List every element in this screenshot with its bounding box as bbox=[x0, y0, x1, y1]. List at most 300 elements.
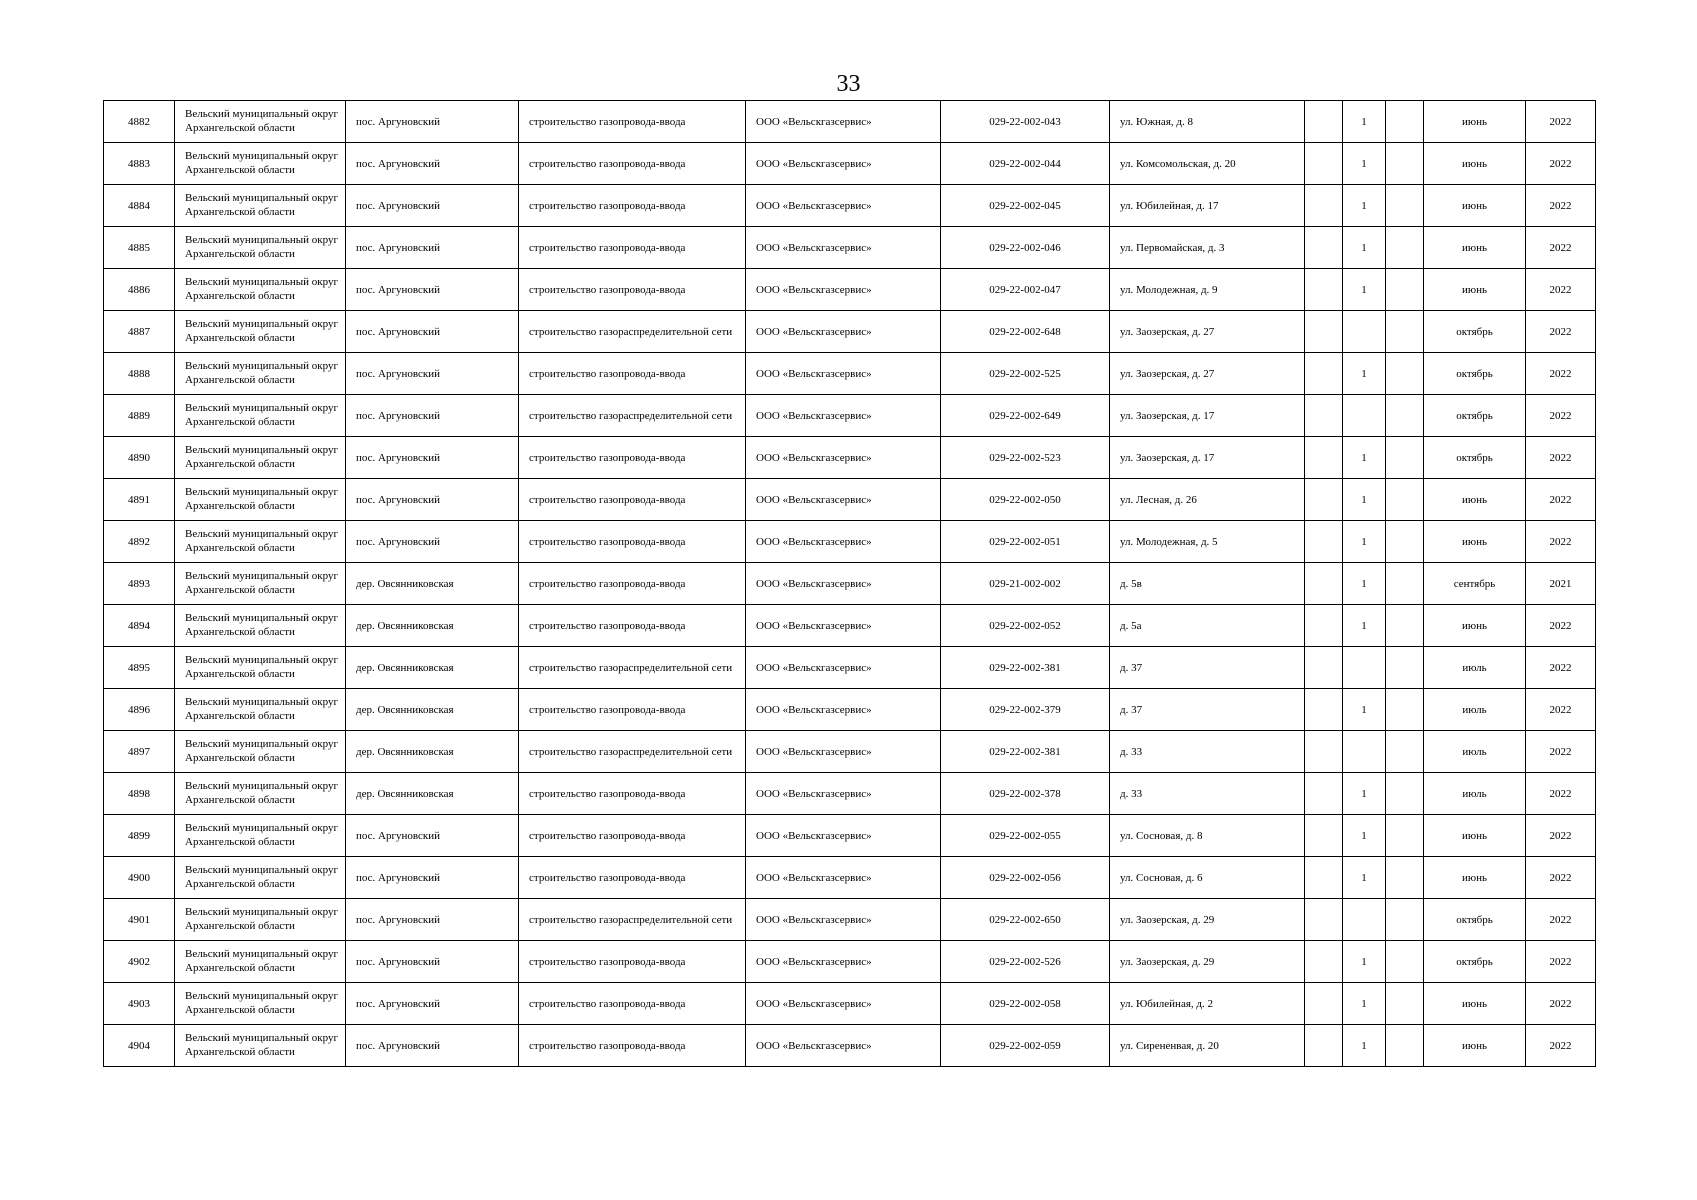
table-row bbox=[104, 1025, 1596, 1067]
empty-cell bbox=[1386, 395, 1424, 437]
month-cell: октябрь bbox=[1424, 353, 1526, 395]
company-cell: ООО «Вельскгазсервис» bbox=[746, 647, 941, 689]
address-cell: ул. Заозерская, д. 29 bbox=[1110, 899, 1305, 941]
company-cell: ООО «Вельскгазсервис» bbox=[746, 1025, 941, 1067]
company-cell: ООО «Вельскгазсервис» bbox=[746, 815, 941, 857]
address-cell: д. 33 bbox=[1110, 773, 1305, 815]
month-cell: июнь bbox=[1424, 101, 1526, 143]
table-row bbox=[104, 269, 1596, 311]
code-cell: 029-22-002-648 bbox=[941, 311, 1110, 353]
address-cell: ул. Заозерская, д. 27 bbox=[1110, 353, 1305, 395]
row-number: 4895 bbox=[104, 647, 175, 689]
company-cell: ООО «Вельскгазсервис» bbox=[746, 101, 941, 143]
month-cell: июнь bbox=[1424, 479, 1526, 521]
quantity-cell: 1 bbox=[1343, 563, 1386, 605]
month-cell: июнь bbox=[1424, 605, 1526, 647]
quantity-cell: 1 bbox=[1343, 773, 1386, 815]
table-row bbox=[104, 941, 1596, 983]
row-number: 4898 bbox=[104, 773, 175, 815]
address-cell: д. 5а bbox=[1110, 605, 1305, 647]
municipality-cell: Вельский муниципальный округ Архангельской области bbox=[175, 269, 346, 311]
quantity-cell: 1 bbox=[1343, 185, 1386, 227]
municipality-cell: Вельский муниципальный округ Архангельской области bbox=[175, 773, 346, 815]
month-cell: июль bbox=[1424, 773, 1526, 815]
quantity-cell bbox=[1343, 899, 1386, 941]
month-cell: июнь bbox=[1424, 185, 1526, 227]
code-cell: 029-22-002-649 bbox=[941, 395, 1110, 437]
address-cell: ул. Сирененвая, д. 20 bbox=[1110, 1025, 1305, 1067]
year-cell: 2022 bbox=[1526, 689, 1596, 731]
empty-cell bbox=[1386, 815, 1424, 857]
municipality-cell: Вельский муниципальный округ Архангельской области bbox=[175, 479, 346, 521]
row-number: 4892 bbox=[104, 521, 175, 563]
year-cell: 2022 bbox=[1526, 311, 1596, 353]
empty-cell bbox=[1386, 983, 1424, 1025]
year-cell: 2022 bbox=[1526, 101, 1596, 143]
company-cell: ООО «Вельскгазсервис» bbox=[746, 731, 941, 773]
year-cell: 2022 bbox=[1526, 353, 1596, 395]
work-type-cell: строительство газораспределительной сети bbox=[519, 899, 746, 941]
code-cell: 029-22-002-044 bbox=[941, 143, 1110, 185]
empty-cell bbox=[1386, 227, 1424, 269]
code-cell: 029-22-002-523 bbox=[941, 437, 1110, 479]
empty-cell bbox=[1386, 941, 1424, 983]
settlement-cell: пос. Аргуновский bbox=[346, 101, 519, 143]
empty-cell bbox=[1305, 773, 1343, 815]
row-number: 4903 bbox=[104, 983, 175, 1025]
municipality-cell: Вельский муниципальный округ Архангельской области bbox=[175, 227, 346, 269]
municipality-cell: Вельский муниципальный округ Архангельской области bbox=[175, 101, 346, 143]
month-cell: июнь bbox=[1424, 983, 1526, 1025]
month-cell: июнь bbox=[1424, 269, 1526, 311]
work-type-cell: строительство газораспределительной сети bbox=[519, 311, 746, 353]
empty-cell bbox=[1386, 521, 1424, 563]
row-number: 4882 bbox=[104, 101, 175, 143]
year-cell: 2021 bbox=[1526, 563, 1596, 605]
quantity-cell: 1 bbox=[1343, 857, 1386, 899]
company-cell: ООО «Вельскгазсервис» bbox=[746, 395, 941, 437]
quantity-cell: 1 bbox=[1343, 101, 1386, 143]
quantity-cell: 1 bbox=[1343, 815, 1386, 857]
table-row bbox=[104, 437, 1596, 479]
quantity-cell: 1 bbox=[1343, 437, 1386, 479]
settlement-cell: дер. Овсянниковская bbox=[346, 773, 519, 815]
address-cell: д. 37 bbox=[1110, 647, 1305, 689]
row-number: 4902 bbox=[104, 941, 175, 983]
settlement-cell: пос. Аргуновский bbox=[346, 1025, 519, 1067]
empty-cell bbox=[1305, 395, 1343, 437]
address-cell: ул. Первомайская, д. 3 bbox=[1110, 227, 1305, 269]
code-cell: 029-22-002-525 bbox=[941, 353, 1110, 395]
quantity-cell bbox=[1343, 647, 1386, 689]
table-row bbox=[104, 143, 1596, 185]
company-cell: ООО «Вельскгазсервис» bbox=[746, 311, 941, 353]
address-cell: д. 5в bbox=[1110, 563, 1305, 605]
empty-cell bbox=[1386, 437, 1424, 479]
address-cell: ул. Заозерская, д. 29 bbox=[1110, 941, 1305, 983]
year-cell: 2022 bbox=[1526, 143, 1596, 185]
settlement-cell: дер. Овсянниковская bbox=[346, 605, 519, 647]
row-number: 4883 bbox=[104, 143, 175, 185]
company-cell: ООО «Вельскгазсервис» bbox=[746, 521, 941, 563]
empty-cell bbox=[1386, 731, 1424, 773]
row-number: 4891 bbox=[104, 479, 175, 521]
year-cell: 2022 bbox=[1526, 605, 1596, 647]
empty-cell bbox=[1305, 185, 1343, 227]
company-cell: ООО «Вельскгазсервис» bbox=[746, 143, 941, 185]
settlement-cell: пос. Аргуновский bbox=[346, 437, 519, 479]
empty-cell bbox=[1386, 185, 1424, 227]
row-number: 4896 bbox=[104, 689, 175, 731]
year-cell: 2022 bbox=[1526, 395, 1596, 437]
municipality-cell: Вельский муниципальный округ Архангельской области bbox=[175, 437, 346, 479]
work-type-cell: строительство газопровода-ввода bbox=[519, 521, 746, 563]
table-row bbox=[104, 983, 1596, 1025]
settlement-cell: пос. Аргуновский bbox=[346, 143, 519, 185]
table-row bbox=[104, 857, 1596, 899]
empty-cell bbox=[1386, 311, 1424, 353]
municipality-cell: Вельский муниципальный округ Архангельской области bbox=[175, 647, 346, 689]
empty-cell bbox=[1305, 857, 1343, 899]
year-cell: 2022 bbox=[1526, 521, 1596, 563]
month-cell: июнь bbox=[1424, 815, 1526, 857]
empty-cell bbox=[1305, 983, 1343, 1025]
table-row bbox=[104, 395, 1596, 437]
municipality-cell: Вельский муниципальный округ Архангельской области bbox=[175, 311, 346, 353]
code-cell: 029-21-002-002 bbox=[941, 563, 1110, 605]
quantity-cell: 1 bbox=[1343, 689, 1386, 731]
municipality-cell: Вельский муниципальный округ Архангельской области bbox=[175, 689, 346, 731]
address-cell: ул. Лесная, д. 26 bbox=[1110, 479, 1305, 521]
municipality-cell: Вельский муниципальный округ Архангельской области bbox=[175, 857, 346, 899]
code-cell: 029-22-002-046 bbox=[941, 227, 1110, 269]
settlement-cell: пос. Аргуновский bbox=[346, 395, 519, 437]
address-cell: ул. Молодежная, д. 5 bbox=[1110, 521, 1305, 563]
empty-cell bbox=[1386, 101, 1424, 143]
empty-cell bbox=[1386, 773, 1424, 815]
year-cell: 2022 bbox=[1526, 647, 1596, 689]
settlement-cell: пос. Аргуновский bbox=[346, 941, 519, 983]
empty-cell bbox=[1305, 311, 1343, 353]
settlement-cell: пос. Аргуновский bbox=[346, 857, 519, 899]
address-cell: ул. Сосновая, д. 8 bbox=[1110, 815, 1305, 857]
empty-cell bbox=[1305, 689, 1343, 731]
municipality-cell: Вельский муниципальный округ Архангельской области bbox=[175, 521, 346, 563]
empty-cell bbox=[1305, 101, 1343, 143]
row-number: 4900 bbox=[104, 857, 175, 899]
code-cell: 029-22-002-056 bbox=[941, 857, 1110, 899]
empty-cell bbox=[1305, 269, 1343, 311]
work-type-cell: строительство газопровода-ввода bbox=[519, 689, 746, 731]
quantity-cell bbox=[1343, 395, 1386, 437]
work-type-cell: строительство газопровода-ввода bbox=[519, 227, 746, 269]
row-number: 4893 bbox=[104, 563, 175, 605]
empty-cell bbox=[1386, 647, 1424, 689]
company-cell: ООО «Вельскгазсервис» bbox=[746, 479, 941, 521]
settlement-cell: дер. Овсянниковская bbox=[346, 647, 519, 689]
municipality-cell: Вельский муниципальный округ Архангельской области bbox=[175, 731, 346, 773]
empty-cell bbox=[1305, 479, 1343, 521]
company-cell: ООО «Вельскгазсервис» bbox=[746, 437, 941, 479]
table-row bbox=[104, 815, 1596, 857]
year-cell: 2022 bbox=[1526, 815, 1596, 857]
code-cell: 029-22-002-381 bbox=[941, 731, 1110, 773]
company-cell: ООО «Вельскгазсервис» bbox=[746, 605, 941, 647]
municipality-cell: Вельский муниципальный округ Архангельской области bbox=[175, 353, 346, 395]
address-cell: ул. Заозерская, д. 17 bbox=[1110, 437, 1305, 479]
settlement-cell: пос. Аргуновский bbox=[346, 899, 519, 941]
quantity-cell: 1 bbox=[1343, 983, 1386, 1025]
address-cell: ул. Заозерская, д. 17 bbox=[1110, 395, 1305, 437]
code-cell: 029-22-002-379 bbox=[941, 689, 1110, 731]
table-row bbox=[104, 773, 1596, 815]
year-cell: 2022 bbox=[1526, 437, 1596, 479]
empty-cell bbox=[1386, 899, 1424, 941]
municipality-cell: Вельский муниципальный округ Архангельской области bbox=[175, 185, 346, 227]
municipality-cell: Вельский муниципальный округ Архангельской области bbox=[175, 899, 346, 941]
company-cell: ООО «Вельскгазсервис» bbox=[746, 563, 941, 605]
work-type-cell: строительство газопровода-ввода bbox=[519, 815, 746, 857]
quantity-cell: 1 bbox=[1343, 941, 1386, 983]
empty-cell bbox=[1305, 143, 1343, 185]
address-cell: ул. Молодежная, д. 9 bbox=[1110, 269, 1305, 311]
work-type-cell: строительство газораспределительной сети bbox=[519, 731, 746, 773]
work-type-cell: строительство газопровода-ввода bbox=[519, 101, 746, 143]
municipality-cell: Вельский муниципальный округ Архангельской области bbox=[175, 941, 346, 983]
address-cell: ул. Юбилейная, д. 17 bbox=[1110, 185, 1305, 227]
empty-cell bbox=[1305, 941, 1343, 983]
row-number: 4887 bbox=[104, 311, 175, 353]
work-type-cell: строительство газопровода-ввода bbox=[519, 1025, 746, 1067]
quantity-cell: 1 bbox=[1343, 269, 1386, 311]
table-row bbox=[104, 605, 1596, 647]
table-row bbox=[104, 227, 1596, 269]
code-cell: 029-22-002-047 bbox=[941, 269, 1110, 311]
month-cell: июнь bbox=[1424, 227, 1526, 269]
year-cell: 2022 bbox=[1526, 185, 1596, 227]
work-type-cell: строительство газопровода-ввода bbox=[519, 605, 746, 647]
month-cell: июнь bbox=[1424, 143, 1526, 185]
empty-cell bbox=[1305, 227, 1343, 269]
work-type-cell: строительство газораспределительной сети bbox=[519, 395, 746, 437]
address-cell: ул. Комсомольская, д. 20 bbox=[1110, 143, 1305, 185]
month-cell: сентябрь bbox=[1424, 563, 1526, 605]
month-cell: июнь bbox=[1424, 1025, 1526, 1067]
work-type-cell: строительство газопровода-ввода bbox=[519, 269, 746, 311]
table-row bbox=[104, 521, 1596, 563]
year-cell: 2022 bbox=[1526, 899, 1596, 941]
municipality-cell: Вельский муниципальный округ Архангельской области bbox=[175, 983, 346, 1025]
table-body bbox=[104, 101, 1596, 1067]
municipality-cell: Вельский муниципальный округ Архангельской области bbox=[175, 815, 346, 857]
code-cell: 029-22-002-526 bbox=[941, 941, 1110, 983]
address-cell: ул. Заозерская, д. 27 bbox=[1110, 311, 1305, 353]
empty-cell bbox=[1386, 605, 1424, 647]
municipality-cell: Вельский муниципальный округ Архангельской области bbox=[175, 1025, 346, 1067]
row-number: 4901 bbox=[104, 899, 175, 941]
table-row bbox=[104, 185, 1596, 227]
code-cell: 029-22-002-058 bbox=[941, 983, 1110, 1025]
page-number: 33 bbox=[836, 71, 861, 97]
work-type-cell: строительство газопровода-ввода bbox=[519, 185, 746, 227]
settlement-cell: пос. Аргуновский bbox=[346, 269, 519, 311]
quantity-cell: 1 bbox=[1343, 605, 1386, 647]
month-cell: июнь bbox=[1424, 521, 1526, 563]
company-cell: ООО «Вельскгазсервис» bbox=[746, 857, 941, 899]
settlement-cell: пос. Аргуновский bbox=[346, 227, 519, 269]
empty-cell bbox=[1305, 647, 1343, 689]
work-type-cell: строительство газопровода-ввода bbox=[519, 941, 746, 983]
month-cell: октябрь bbox=[1424, 437, 1526, 479]
address-cell: ул. Южная, д. 8 bbox=[1110, 101, 1305, 143]
quantity-cell: 1 bbox=[1343, 521, 1386, 563]
table-row bbox=[104, 899, 1596, 941]
table-row bbox=[104, 101, 1596, 143]
quantity-cell bbox=[1343, 731, 1386, 773]
month-cell: июнь bbox=[1424, 857, 1526, 899]
gas-works-table bbox=[103, 100, 1596, 1067]
year-cell: 2022 bbox=[1526, 227, 1596, 269]
code-cell: 029-22-002-052 bbox=[941, 605, 1110, 647]
empty-cell bbox=[1386, 857, 1424, 899]
row-number: 4899 bbox=[104, 815, 175, 857]
quantity-cell: 1 bbox=[1343, 1025, 1386, 1067]
municipality-cell: Вельский муниципальный округ Архангельской области bbox=[175, 563, 346, 605]
code-cell: 029-22-002-055 bbox=[941, 815, 1110, 857]
code-cell: 029-22-002-059 bbox=[941, 1025, 1110, 1067]
empty-cell bbox=[1305, 1025, 1343, 1067]
company-cell: ООО «Вельскгазсервис» bbox=[746, 227, 941, 269]
company-cell: ООО «Вельскгазсервис» bbox=[746, 269, 941, 311]
address-cell: ул. Сосновая, д. 6 bbox=[1110, 857, 1305, 899]
year-cell: 2022 bbox=[1526, 1025, 1596, 1067]
company-cell: ООО «Вельскгазсервис» bbox=[746, 353, 941, 395]
settlement-cell: пос. Аргуновский bbox=[346, 983, 519, 1025]
month-cell: октябрь bbox=[1424, 395, 1526, 437]
empty-cell bbox=[1386, 1025, 1424, 1067]
empty-cell bbox=[1305, 353, 1343, 395]
code-cell: 029-22-002-051 bbox=[941, 521, 1110, 563]
settlement-cell: пос. Аргуновский bbox=[346, 311, 519, 353]
code-cell: 029-22-002-043 bbox=[941, 101, 1110, 143]
work-type-cell: строительство газопровода-ввода bbox=[519, 563, 746, 605]
year-cell: 2022 bbox=[1526, 731, 1596, 773]
month-cell: июль bbox=[1424, 731, 1526, 773]
empty-cell bbox=[1305, 815, 1343, 857]
code-cell: 029-22-002-650 bbox=[941, 899, 1110, 941]
empty-cell bbox=[1386, 479, 1424, 521]
table-row bbox=[104, 647, 1596, 689]
settlement-cell: дер. Овсянниковская bbox=[346, 563, 519, 605]
table-row bbox=[104, 353, 1596, 395]
address-cell: д. 37 bbox=[1110, 689, 1305, 731]
settlement-cell: пос. Аргуновский bbox=[346, 521, 519, 563]
empty-cell bbox=[1305, 521, 1343, 563]
empty-cell bbox=[1305, 563, 1343, 605]
municipality-cell: Вельский муниципальный округ Архангельской области bbox=[175, 143, 346, 185]
work-type-cell: строительство газопровода-ввода bbox=[519, 437, 746, 479]
month-cell: октябрь bbox=[1424, 941, 1526, 983]
work-type-cell: строительство газопровода-ввода bbox=[519, 983, 746, 1025]
month-cell: июль bbox=[1424, 689, 1526, 731]
company-cell: ООО «Вельскгазсервис» bbox=[746, 899, 941, 941]
code-cell: 029-22-002-050 bbox=[941, 479, 1110, 521]
quantity-cell: 1 bbox=[1343, 143, 1386, 185]
work-type-cell: строительство газопровода-ввода bbox=[519, 479, 746, 521]
address-cell: д. 33 bbox=[1110, 731, 1305, 773]
municipality-cell: Вельский муниципальный округ Архангельской области bbox=[175, 395, 346, 437]
empty-cell bbox=[1305, 605, 1343, 647]
row-number: 4897 bbox=[104, 731, 175, 773]
code-cell: 029-22-002-045 bbox=[941, 185, 1110, 227]
table-row bbox=[104, 689, 1596, 731]
quantity-cell: 1 bbox=[1343, 479, 1386, 521]
month-cell: октябрь bbox=[1424, 899, 1526, 941]
year-cell: 2022 bbox=[1526, 983, 1596, 1025]
table-row bbox=[104, 479, 1596, 521]
row-number: 4894 bbox=[104, 605, 175, 647]
company-cell: ООО «Вельскгазсервис» bbox=[746, 185, 941, 227]
quantity-cell: 1 bbox=[1343, 227, 1386, 269]
company-cell: ООО «Вельскгазсервис» bbox=[746, 983, 941, 1025]
year-cell: 2022 bbox=[1526, 269, 1596, 311]
code-cell: 029-22-002-381 bbox=[941, 647, 1110, 689]
address-cell: ул. Юбилейная, д. 2 bbox=[1110, 983, 1305, 1025]
work-type-cell: строительство газораспределительной сети bbox=[519, 647, 746, 689]
company-cell: ООО «Вельскгазсервис» bbox=[746, 941, 941, 983]
table-row bbox=[104, 563, 1596, 605]
empty-cell bbox=[1305, 731, 1343, 773]
settlement-cell: пос. Аргуновский bbox=[346, 353, 519, 395]
table-row bbox=[104, 731, 1596, 773]
row-number: 4890 bbox=[104, 437, 175, 479]
settlement-cell: пос. Аргуновский bbox=[346, 815, 519, 857]
row-number: 4888 bbox=[104, 353, 175, 395]
empty-cell bbox=[1305, 437, 1343, 479]
company-cell: ООО «Вельскгазсервис» bbox=[746, 689, 941, 731]
empty-cell bbox=[1386, 689, 1424, 731]
row-number: 4885 bbox=[104, 227, 175, 269]
settlement-cell: пос. Аргуновский bbox=[346, 185, 519, 227]
empty-cell bbox=[1386, 353, 1424, 395]
settlement-cell: пос. Аргуновский bbox=[346, 479, 519, 521]
year-cell: 2022 bbox=[1526, 479, 1596, 521]
code-cell: 029-22-002-378 bbox=[941, 773, 1110, 815]
month-cell: июль bbox=[1424, 647, 1526, 689]
month-cell: октябрь bbox=[1424, 311, 1526, 353]
quantity-cell: 1 bbox=[1343, 353, 1386, 395]
empty-cell bbox=[1386, 269, 1424, 311]
row-number: 4884 bbox=[104, 185, 175, 227]
empty-cell bbox=[1386, 143, 1424, 185]
quantity-cell bbox=[1343, 311, 1386, 353]
work-type-cell: строительство газопровода-ввода bbox=[519, 143, 746, 185]
settlement-cell: дер. Овсянниковская bbox=[346, 689, 519, 731]
year-cell: 2022 bbox=[1526, 941, 1596, 983]
municipality-cell: Вельский муниципальный округ Архангельской области bbox=[175, 605, 346, 647]
row-number: 4889 bbox=[104, 395, 175, 437]
work-type-cell: строительство газопровода-ввода bbox=[519, 857, 746, 899]
empty-cell bbox=[1305, 899, 1343, 941]
company-cell: ООО «Вельскгазсервис» bbox=[746, 773, 941, 815]
table-row bbox=[104, 311, 1596, 353]
year-cell: 2022 bbox=[1526, 773, 1596, 815]
row-number: 4904 bbox=[104, 1025, 175, 1067]
year-cell: 2022 bbox=[1526, 857, 1596, 899]
settlement-cell: дер. Овсянниковская bbox=[346, 731, 519, 773]
work-type-cell: строительство газопровода-ввода bbox=[519, 773, 746, 815]
row-number: 4886 bbox=[104, 269, 175, 311]
